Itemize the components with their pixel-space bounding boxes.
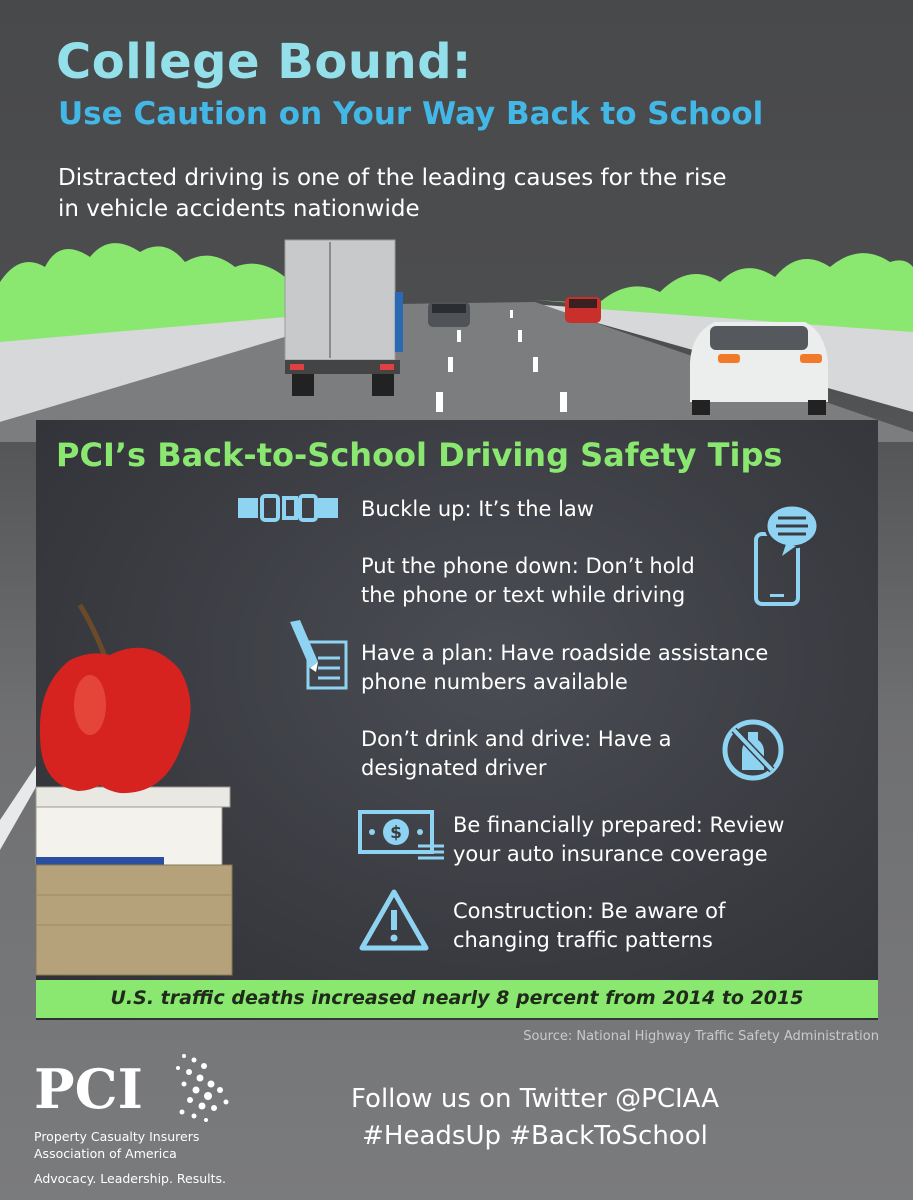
stat-banner-text: U.S. traffic deaths increased nearly 8 percent from 2014 to 2015	[110, 987, 804, 1009]
page-title: College Bound:	[56, 34, 472, 90]
warning-triangle-icon	[358, 888, 430, 952]
tip-have-plan: Have a plan: Have roadside assistance phone numbers available	[361, 641, 769, 694]
svg-text:$: $	[390, 823, 402, 843]
org-tagline: Advocacy. Leadership. Results.	[34, 1171, 227, 1186]
apple	[40, 605, 191, 793]
money-icon	[358, 808, 446, 864]
source-note: Source: National Highway Traffic Safety Administration	[523, 1029, 879, 1044]
intro-line-1: Distracted driving is one of the leading causes for the rise	[58, 165, 727, 191]
car-dark	[428, 302, 470, 327]
intro-line-2: in vehicle accidents nationwide	[58, 196, 420, 222]
tips-title: PCI’s Back-to-School Driving Safety Tips	[56, 436, 783, 474]
tip-buckle-up: Buckle up: It’s the law	[361, 497, 594, 521]
tip-dont-drink: Don’t drink and drive: Have a designated driver	[361, 727, 672, 780]
tip-phone-down: Put the phone down: Don’t hold the phone or text while driving	[361, 554, 695, 607]
pen-checklist-icon	[286, 618, 350, 692]
tip-construction: Construction: Be aware of changing traffic patterns	[453, 899, 726, 952]
seatbelt-icon	[238, 492, 338, 524]
hashtags[interactable]: #HeadsUp #BackToSchool	[362, 1121, 708, 1151]
car-red	[565, 297, 601, 323]
logo-dots	[176, 1054, 229, 1122]
books	[36, 787, 232, 975]
twitter-follow[interactable]: Follow us on Twitter @PCIAA	[351, 1084, 719, 1114]
car-white	[690, 322, 828, 415]
org-name-line-1: Property Casualty Insurers	[34, 1129, 200, 1144]
no-drinking-icon	[720, 718, 786, 782]
phone-message-icon	[752, 502, 820, 608]
pci-logo-text: PCI	[34, 1057, 143, 1121]
intro-text	[58, 163, 858, 225]
truck	[285, 240, 403, 396]
apple-and-books	[0, 595, 250, 995]
pci-logo	[34, 1050, 234, 1130]
org-name-line-2: Association of America	[34, 1146, 177, 1161]
road-scene	[0, 222, 913, 442]
page-subtitle: Use Caution on Your Way Back to School	[58, 96, 764, 132]
tip-financially-prepared: Be financially prepared: Review your auto insurance coverage	[453, 813, 785, 866]
